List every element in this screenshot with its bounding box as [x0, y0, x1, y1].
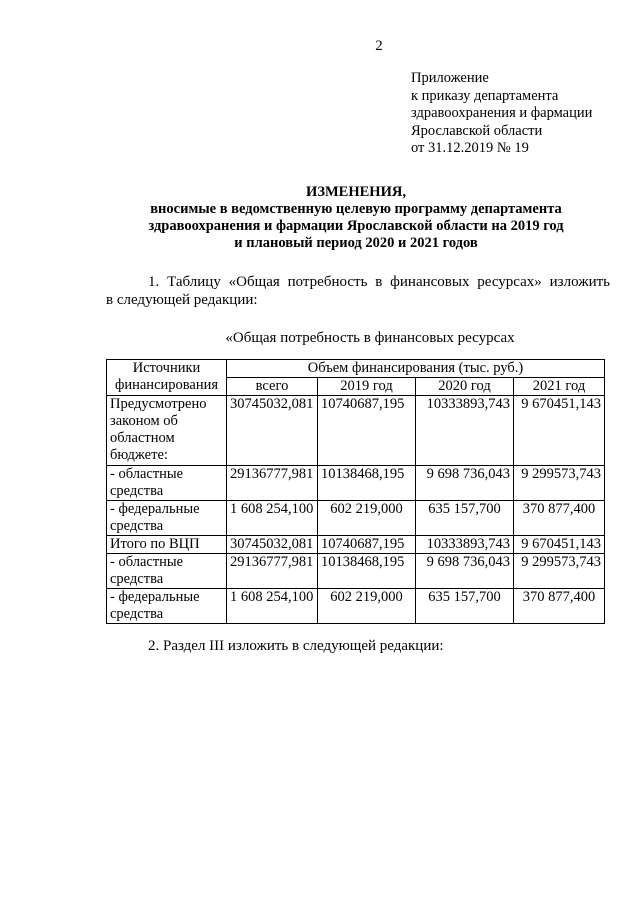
paragraph-2: 2. Раздел III изложить в следующей редакции:: [148, 638, 444, 654]
cell-total: 29136777,981: [227, 466, 318, 501]
cell-2019: 10138468,195: [318, 466, 416, 501]
title-line: вносимые в ведомственную целевую программу департамента: [150, 201, 562, 217]
cell-2021: 9 670451,143: [514, 536, 605, 554]
appendix-block: [411, 70, 592, 158]
header-volume: Объем финансирования (тыс. руб.): [227, 360, 605, 378]
row-label: - федеральные средства: [107, 589, 227, 624]
table-row: [107, 501, 605, 536]
table-row: [107, 396, 605, 466]
subheader-2020: 2020 год: [416, 378, 514, 396]
page-number: 2: [375, 38, 383, 54]
cell-2020: 9 698 736,043: [416, 466, 514, 501]
cell-total: 30745032,081: [227, 396, 318, 466]
cell-2021: 370 877,400: [514, 589, 605, 624]
row-label: Предусмотрено законом об областном бюджете:: [107, 396, 227, 466]
appendix-line: здравоохранения и фармации: [411, 105, 593, 121]
cell-2019: 10138468,195: [318, 554, 416, 589]
cell-2019: 10740687,195: [318, 396, 416, 466]
cell-2020: 10333893,743: [416, 396, 514, 466]
cell-2021: 9 670451,143: [514, 396, 605, 466]
row-label: - областные средства: [107, 466, 227, 501]
cell-total: 1 608 254,100: [227, 501, 318, 536]
table-caption: «Общая потребность в финансовых ресурсах: [225, 330, 515, 346]
appendix-line: Ярославской области: [411, 122, 543, 139]
cell-2021: 9 299573,743: [514, 554, 605, 589]
table-row: [107, 589, 605, 624]
title-line: и плановый период 2020 и 2021 годов: [234, 235, 478, 251]
table-row: [107, 466, 605, 501]
table-row: [107, 536, 605, 554]
appendix-line: к приказу департамента: [411, 87, 559, 104]
row-label: Итого по ВЦП: [107, 536, 227, 554]
cell-2019: 10740687,195: [318, 536, 416, 554]
cell-total: 30745032,081: [227, 536, 318, 554]
subheader-2019: 2019 год: [318, 378, 416, 396]
financing-table: [106, 359, 605, 624]
title-line: здравоохранения и фармации Ярославской области на 2019 год: [148, 218, 564, 234]
row-label: - федеральные средства: [107, 501, 227, 536]
appendix-line: от 31.12.2019 № 19: [411, 140, 529, 156]
cell-2019: 602 219,000: [318, 501, 416, 536]
cell-2019: 602 219,000: [318, 589, 416, 624]
document-title: [100, 184, 612, 252]
title-line: ИЗМЕНЕНИЯ,: [306, 184, 406, 200]
table-row: [107, 554, 605, 589]
subheader-total: всего: [227, 378, 318, 396]
appendix-line: Приложение: [411, 70, 489, 86]
cell-total: 29136777,981: [227, 554, 318, 589]
row-label: - областные средства: [107, 554, 227, 589]
header-source: Источники финансирования: [107, 360, 227, 396]
cell-2021: 370 877,400: [514, 501, 605, 536]
subheader-2021: 2021 год: [514, 378, 605, 396]
cell-2020: 9 698 736,043: [416, 554, 514, 589]
cell-2020: 635 157,700: [416, 501, 514, 536]
table-header-row: [107, 360, 605, 378]
paragraph-1: [106, 273, 610, 309]
cell-2020: 635 157,700: [416, 589, 514, 624]
cell-2020: 10333893,743: [416, 536, 514, 554]
paragraph-1-line-1: 1. Таблицу «Общая потребность в финансовых ресурсах» изложить: [148, 274, 610, 290]
cell-total: 1 608 254,100: [227, 589, 318, 624]
paragraph-1-line-2: в следующей редакции:: [106, 292, 258, 308]
cell-2021: 9 299573,743: [514, 466, 605, 501]
